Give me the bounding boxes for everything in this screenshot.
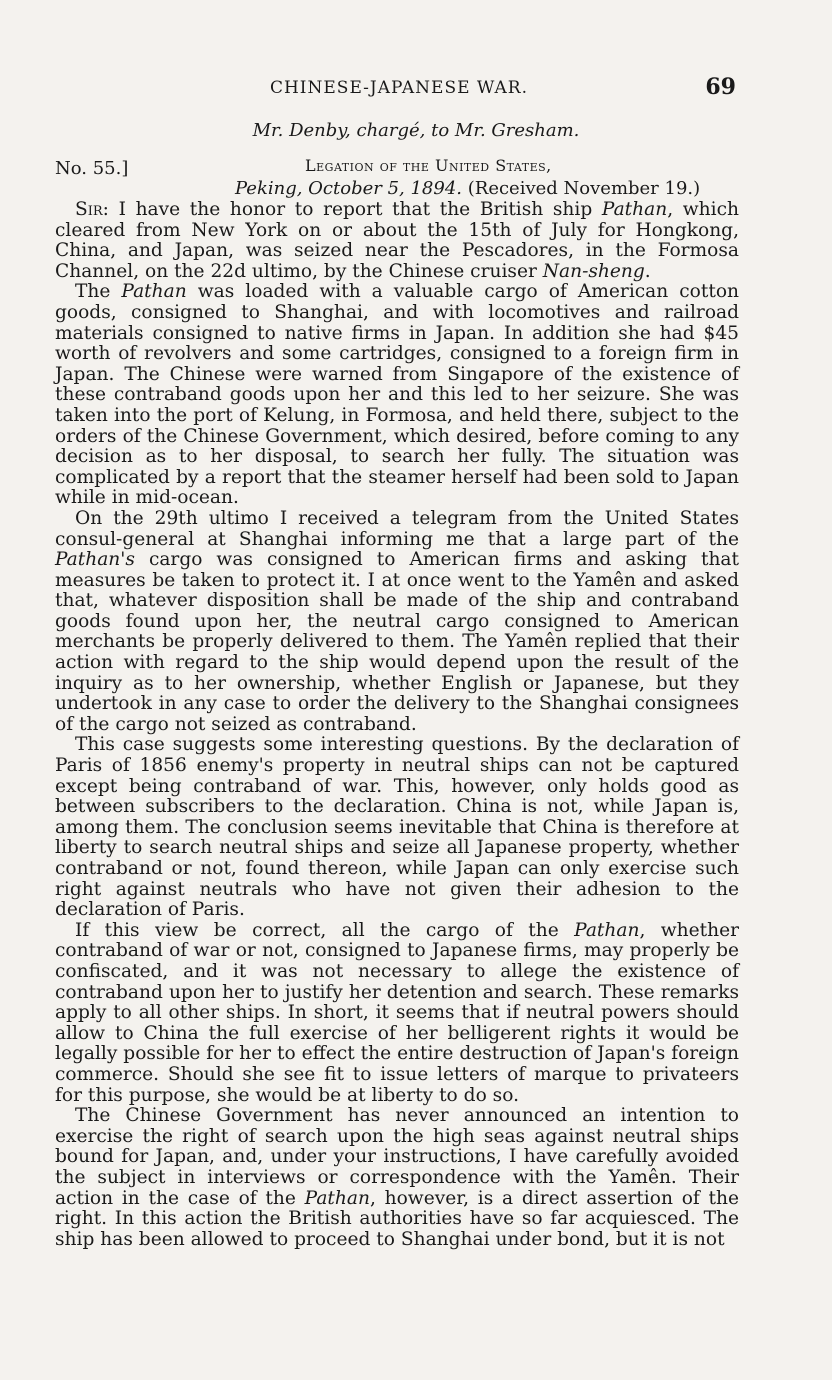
paragraph-text: , which cleared from New York on or about the 15th of July for Hongkong, China, and Japan, was seized near the Pescadores, in the Formosa Channel, on the 22d ultimo, by the Chinese cruiser [55, 199, 739, 282]
paragraph-text: The [75, 281, 111, 303]
paragraph-text: I have the honor to report that the British ship [118, 199, 593, 220]
cruiser-name: Nan-sheng [542, 260, 645, 282]
address-line: Mr. Denby, chargé, to Mr. Gresham. [252, 120, 580, 141]
paragraph-text: , however, is a direct assertion of the right. In this action the British authorities have so far acquiesced. The ship has been allowed to proceed to Shanghai under bond, but it is not [55, 1187, 739, 1250]
paragraph-text: was loaded with a valuable cargo of American cotton goods, consigned to Shanghai, and with locomotives and railroad materials consigned to native firms in Japan. In addition she had $45 worth of revolvers and some cartridges, consigned to a foreign firm in Japan. The Chinese were warned from Singapore of the existence of these contraband goods upon her and this led to her seizure. She was taken into the port of Kelung, in Formosa, and held there, subject to the orders of the Chinese Government, which desired, before coming to any decision as to her disposal, to search her fully. The situation was complicated by a report that the steamer herself had been sold to Japan while in mid-ocean. [55, 281, 739, 509]
ship-name: Pathan [121, 281, 187, 303]
ship-name: Pathan [574, 919, 640, 941]
received-date: (Received November 19.) [467, 178, 701, 199]
legation-heading: Legation of the United States, [305, 156, 552, 175]
paragraph-text: cargo was consigned to American firms and asking that measures be taken to protect it. I at once went to the Yamên and asked that, whatever disposition shall be made of the ship and contraband goods found upon her, the neutral cargo consigned to American merchants be properly delivered to them. The Yamên replied that their action with regard to the ship would depend upon the result of the inquiry as to her ownership, whether English or Japanese, but they undertook in any case to order the delivery to the Shanghai consignees of the cargo not seized as contraband. [55, 549, 739, 735]
letter-body [55, 200, 739, 1250]
ship-name: Pathan [601, 199, 668, 220]
paragraph-text: The Chinese Government has never announced an intention to exercise the right of search upon the high seas against neutral ships bound for Japan, and, under your instructions, I have carefully avoided the subject in interviews or correspondence with the Yamên. Their action in the case of the [55, 1105, 739, 1209]
paragraph-1 [55, 200, 739, 282]
salutation: Sir: [75, 199, 109, 220]
paragraph-3 [55, 509, 739, 736]
page-number: 69 [705, 74, 736, 100]
paragraph-text: If this view be correct, all the cargo of the [75, 919, 559, 941]
paragraph-text: , whether contraband of war or not, consigned to Japanese firms, may properly be confiscated, and it was not necessary to allege the existence of contraband upon her to justify her detention and search. These remarks apply to all other ships. In short, it seems that if neutral powers should allow to China the full exercise of her belligerent rights it would be legally possible for her to effect the entire destruction of Japan's foreign commerce. Should she see fit to issue letters of marque to privateers for this purpose, she would be at liberty to do so. [55, 919, 739, 1106]
ship-name: Pathan's [55, 549, 135, 571]
dateline [235, 178, 700, 199]
paragraph-2 [55, 282, 739, 509]
paragraph-5 [55, 921, 739, 1106]
document-number: No. 55.] [55, 158, 129, 179]
paragraph-text: On the 29th ultimo I received a telegram from the United States consul-general at Shanghai informing me that a large part of the [55, 507, 739, 550]
ship-name: Pathan [304, 1187, 370, 1209]
paragraph-text: . [644, 260, 651, 282]
paragraph-4 [55, 735, 739, 920]
page-header [54, 74, 744, 106]
paragraph-6 [55, 1106, 739, 1250]
place-date: Peking, October 5, 1894. [235, 178, 463, 199]
running-title: CHINESE-JAPANESE WAR. [269, 78, 529, 98]
paragraph-text: This case suggests some interesting questions. By the declaration of Paris of 1856 enemy's property in neutral ships can not be captured except being contraband of war. This, however, only holds good as between subscribers to the declaration. China is not, while Japan is, among them. The conclusion seems inevitable that China is therefore at liberty to search neutral ships and seize all Japanese property, whether contraband or not, found thereon, while Japan can only exercise such right against neutrals who have not given their adhesion to the declaration of Paris. [55, 734, 739, 921]
